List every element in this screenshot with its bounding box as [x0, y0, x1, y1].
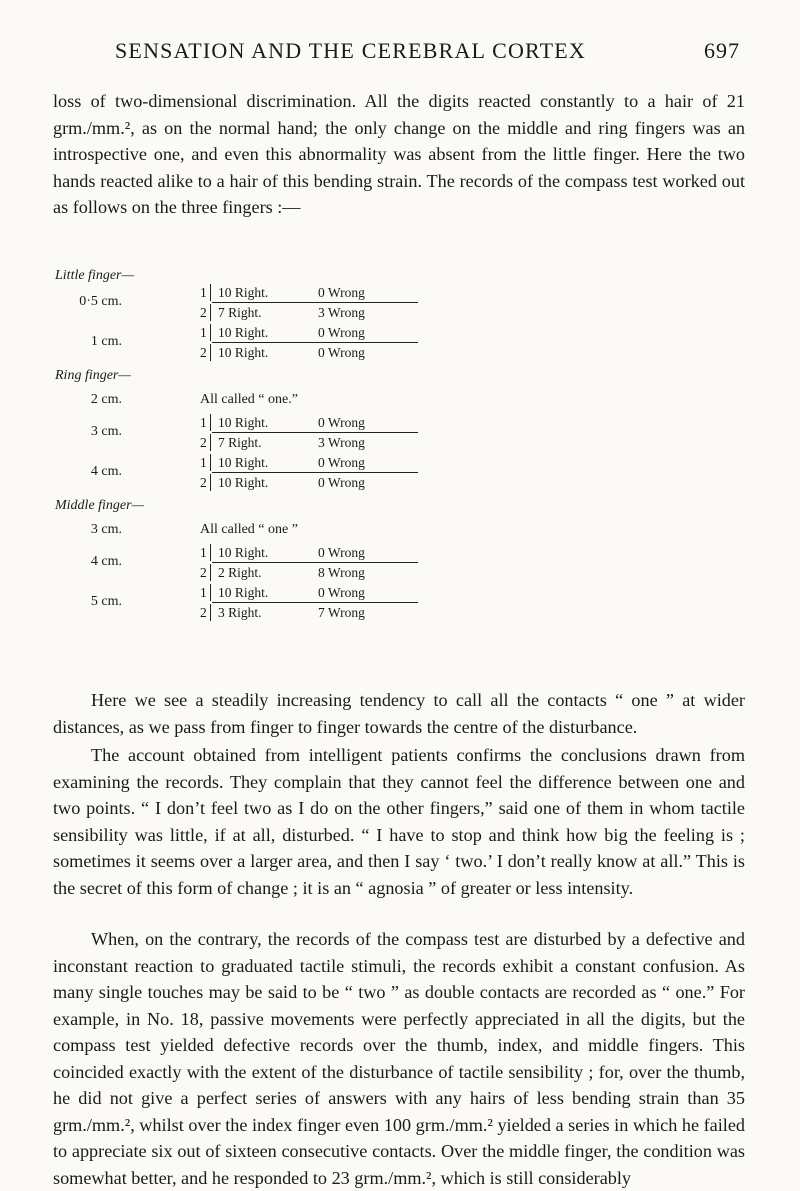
running-header	[0, 38, 800, 68]
wrong-count: 0 Wrong	[318, 285, 365, 300]
distance-label: 5 cm.	[90, 594, 122, 609]
paragraph-intro: loss of two-dimensional discrimination. All the digits reacted constantly to a hair of 21 grm./mm.², as on the normal hand; the only change on the middle and ring fingers was an introspective one, and even this abnormality was absent from the little finger. Here the two hands reacted alike to a hair of this bending strain. The records of the compass test worked out as follows on the three fingers :—	[53, 91, 745, 217]
right-count: 10 Right.	[218, 475, 269, 490]
row-divider	[210, 564, 211, 581]
row-underline	[212, 302, 418, 303]
little-finger-label: Little finger—	[55, 268, 134, 283]
row-divider	[210, 414, 211, 431]
trial-number: 1	[200, 325, 207, 340]
row-divider	[210, 304, 211, 321]
wrong-count: 0 Wrong	[318, 455, 365, 470]
row-underline	[212, 472, 418, 473]
right-count: 10 Right.	[218, 285, 269, 300]
trial-number: 1	[200, 415, 207, 430]
all-called-note: All called “ one ”	[200, 522, 298, 537]
wrong-count: 0 Wrong	[318, 475, 365, 490]
wrong-count: 3 Wrong	[318, 435, 365, 450]
row-divider	[210, 324, 211, 341]
row-divider	[210, 584, 211, 601]
right-count: 10 Right.	[218, 585, 269, 600]
right-count: 10 Right.	[218, 345, 269, 360]
wrong-count: 0 Wrong	[318, 345, 365, 360]
wrong-count: 0 Wrong	[318, 415, 365, 430]
trial-number: 2	[200, 565, 207, 580]
row-divider	[210, 284, 211, 301]
row-underline	[212, 602, 418, 603]
running-title: SENSATION AND THE CEREBRAL CORTEX	[115, 38, 586, 63]
row-divider	[210, 474, 211, 491]
row-divider	[210, 434, 211, 451]
wrong-count: 3 Wrong	[318, 305, 365, 320]
page-number: 697	[704, 38, 740, 63]
row-divider	[210, 544, 211, 561]
right-count: 2 Right.	[218, 565, 262, 580]
distance-label: 4 cm.	[90, 464, 122, 479]
distance-label: 3 cm.	[90, 522, 122, 537]
distance-label: 3 cm.	[90, 424, 122, 439]
row-divider	[210, 344, 211, 361]
trial-number: 2	[200, 605, 207, 620]
trial-number: 2	[200, 475, 207, 490]
wrong-count: 0 Wrong	[318, 585, 365, 600]
trial-number: 2	[200, 345, 207, 360]
right-count: 10 Right.	[218, 325, 269, 340]
paragraph-compass-test: When, on the contrary, the records of the compass test are disturbed by a defective and inconstant reaction to graduated tactile stimuli, the records exhibit a constant confusion. As many single touches may be said to be “ two ” as double contacts are recorded as “ one.” For example, in No. 18, passive movements were perfectly appreciated in all the digits, but the compass test yielded defective records over the thumb, index, and middle fingers. This coincided exactly with the extent of the disturbance of tactile sensibility ; for, over the thumb, he did not give a perfect series of answers with any hairs of less bending strain than 35 grm./mm.², whilst over the index finger even 100 grm./mm.² yielded a series in which he failed to appreciate six out of sixteen consecutive contacts. Over the middle finger, the condition was somewhat better, and he responded to 23 grm./mm.², which is still considerably	[53, 929, 745, 1188]
row-divider	[210, 604, 211, 621]
distance-label: 4 cm.	[90, 554, 122, 569]
wrong-count: 8 Wrong	[318, 565, 365, 580]
row-divider	[210, 454, 211, 471]
right-count: 7 Right.	[218, 305, 262, 320]
row-underline	[212, 562, 418, 563]
right-count: 10 Right.	[218, 415, 269, 430]
middle-finger-label: Middle finger—	[55, 498, 145, 513]
ring-finger-label: Ring finger—	[55, 368, 131, 383]
all-called-note: All called “ one.”	[200, 392, 298, 407]
right-count: 3 Right.	[218, 605, 262, 620]
wrong-count: 7 Wrong	[318, 605, 365, 620]
wrong-count: 0 Wrong	[318, 325, 365, 340]
trial-number: 2	[200, 305, 207, 320]
distance-label: 1 cm.	[90, 334, 122, 349]
right-count: 10 Right.	[218, 455, 269, 470]
distance-label: 0·5 cm.	[79, 294, 122, 309]
trial-number: 2	[200, 435, 207, 450]
wrong-count: 0 Wrong	[318, 545, 365, 560]
distance-label: 2 cm.	[90, 392, 122, 407]
paragraph-increasing-tendency: Here we see a steadily increasing tendency to call all the contacts “ one ” at wider distances, as we pass from finger to finger towards the centre of the disturbance.	[53, 690, 745, 737]
trial-number: 1	[200, 545, 207, 560]
trial-number: 1	[200, 285, 207, 300]
trial-number: 1	[200, 455, 207, 470]
row-underline	[212, 342, 418, 343]
paragraph-patient-account: The account obtained from intelligent patients confirms the conclusions drawn from examining the records. They complain that they cannot feel the difference between one and two points. “ I don’t feel two as I do on the other fingers,” said one of them in whom tactile sensibility was little, if at all, disturbed. “ I have to stop and think how big the feeling is ; sometimes it seems over a larger area, and then I say ‘ two.’ I don’t really know at all.” This is the secret of this form of change ; it is an “ agnosia ” of greater or less intensity.	[53, 745, 745, 898]
trial-number: 1	[200, 585, 207, 600]
right-count: 7 Right.	[218, 435, 262, 450]
row-underline	[212, 432, 418, 433]
right-count: 10 Right.	[218, 545, 269, 560]
